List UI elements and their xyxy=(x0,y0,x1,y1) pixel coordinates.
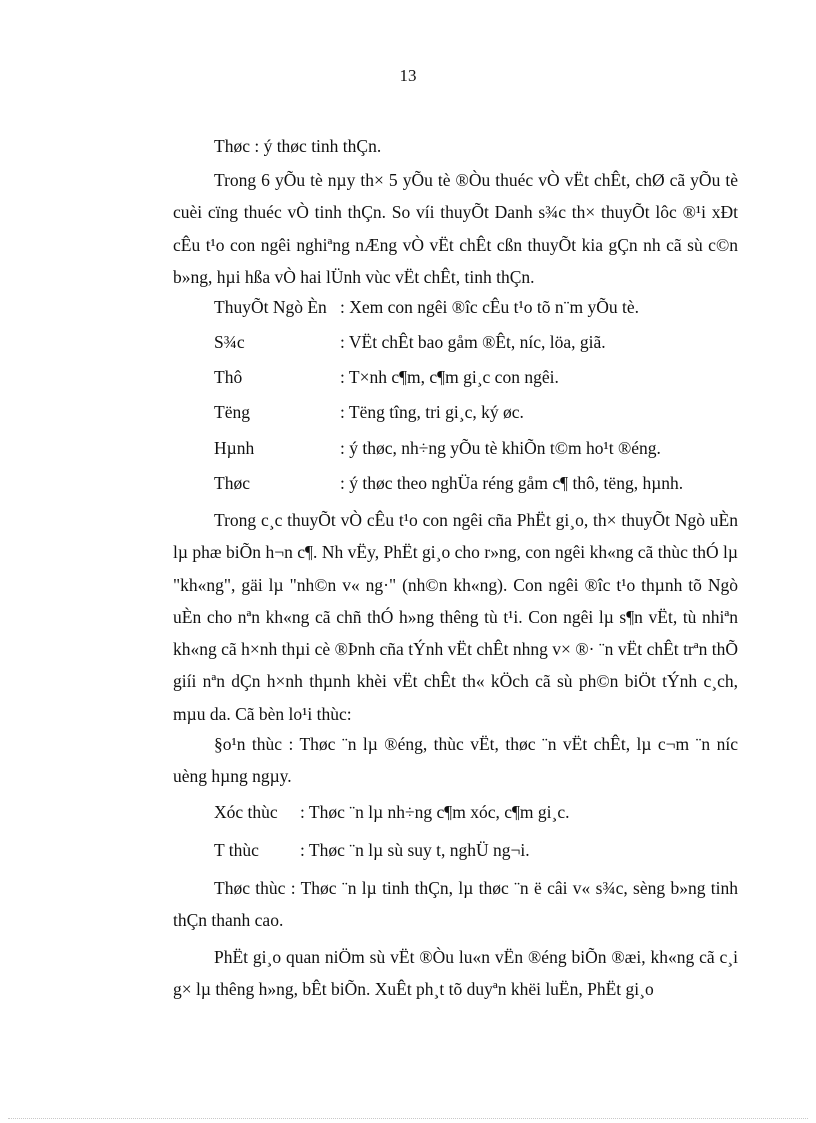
skandha-term: Thøc xyxy=(214,473,250,493)
skandha-definition: : ý thøc theo nghÜa réng gåm c¶ thô, tëng, hµnh. xyxy=(340,473,684,493)
food-term: Xóc thùc xyxy=(214,802,278,822)
skandha-definition: : Xem con ngêi ®îc cÊu t¹o tõ n¨m yÕu tè. xyxy=(340,297,639,317)
paragraph-impermanence: PhËt gi¸o quan niÖm sù vËt ®Òu lu«n vËn ®éng biÕn ®æi, kh«ng cã c¸i g× lµ thêng h»ng, bÊt biÕn. XuÊt ph¸t tõ duyªn khëi luËn, PhËt gi¸o xyxy=(173,947,738,1000)
skandha-definition: : Tëng tîng, tri gi¸c, ký øc. xyxy=(340,402,524,422)
skandha-row-thuc xyxy=(214,471,683,495)
paragraph-six-elements: Trong 6 yÕu tè nµy th× 5 yÕu tè ®Òu thuéc vÒ vËt chÊt, chØ cã yÕu tè cuèi cïng thuéc vÒ tinh thÇn. So víi thuyÕt Danh s¾c th× thuyÕt lôc ®¹i xÐt cÊu t¹o con ngêi nghiªng nÆng vÒ vËt chÊt cßn thuyÕt kia gÇn nh cã sù c©n b»ng, hµi hßa vÒ hai lÜnh vùc vËt chÊt, tinh thÇn. xyxy=(173,170,738,287)
skandha-row-ngu-uan xyxy=(214,295,639,319)
paragraph-thuc-definition: Thøc : ý thøc tinh thÇn. xyxy=(214,136,382,156)
skandha-term: ThuyÕt Ngò Èn xyxy=(214,297,327,317)
skandha-definition: : ý thøc, nh÷ng yÕu tè khiÕn t©m ho¹t ®éng. xyxy=(340,438,661,458)
page-number: 13 xyxy=(399,66,417,85)
paragraph-thuc-thuc: Thøc thùc : Thøc ¨n lµ tinh thÇn, lµ thøc ¨n ë câi v« s¾c, sèng b»ng tinh thÇn thanh cao. xyxy=(173,878,738,931)
food-term: T thùc xyxy=(214,840,259,860)
paragraph-ngu-uan-theory: Trong c¸c thuyÕt vÒ cÊu t¹o con ngêi cña PhËt gi¸o, th× thuyÕt Ngò uÈn lµ phæ biÕn h¬n c¶. Nh vËy, PhËt gi¸o cho r»ng, con ngêi kh«ng cã thùc thÓ lµ "kh«ng", gäi lµ "nh©n v« ng·" (nh©n kh«ng). Con ngêi ®îc t¹o thµnh tõ Ngò uÈn cho nªn kh«ng cã chñ thÓ h»ng thêng tù t¹i. Con ngêi lµ s¶n vËt, tù nhiªn kh«ng cã h×nh thµi cè ®Þnh cña tÝnh vËt chÊt nhng v× ®· ¨n vËt chÊt trªn thÕ giíi nªn dÇn h×nh thµnh khèi vËt chÊt th« kÖch cã sù ph©n biÖt tÝnh c¸ch, mµu da. Cã bèn lo¹i thùc: xyxy=(173,510,738,724)
skandha-definition: : T×nh c¶m, c¶m gi¸c con ngêi. xyxy=(340,367,559,387)
skandha-row-sac xyxy=(214,330,606,354)
food-definition: : Thøc ¨n lµ nh÷ng c¶m xóc, c¶m gi¸c. xyxy=(300,802,570,822)
skandha-row-tuong xyxy=(214,400,524,424)
skandha-row-tho xyxy=(214,365,559,389)
skandha-term: Thô xyxy=(214,367,243,387)
skandha-row-hanh xyxy=(214,436,661,460)
skandha-term: S¾c xyxy=(214,332,245,352)
skandha-definition: : VËt chÊt bao gåm ®Êt, níc, löa, giã. xyxy=(340,332,606,352)
skandha-term: Hµnh xyxy=(214,438,255,458)
food-row-xuc-thuc xyxy=(214,800,569,824)
food-definition: : Thøc ¨n lµ sù suy t, nghÜ ng¬i. xyxy=(300,840,530,860)
skandha-term: Tëng xyxy=(214,402,250,422)
paragraph-doan-thuc: §o¹n thùc : Thøc ¨n lµ ®éng, thùc vËt, thøc ¨n vËt chÊt, lµ c¬m ¨n níc uèng hµng ngµy. xyxy=(173,734,738,787)
page-bottom-divider xyxy=(8,1118,808,1119)
food-row-tu-thuc xyxy=(214,838,530,862)
